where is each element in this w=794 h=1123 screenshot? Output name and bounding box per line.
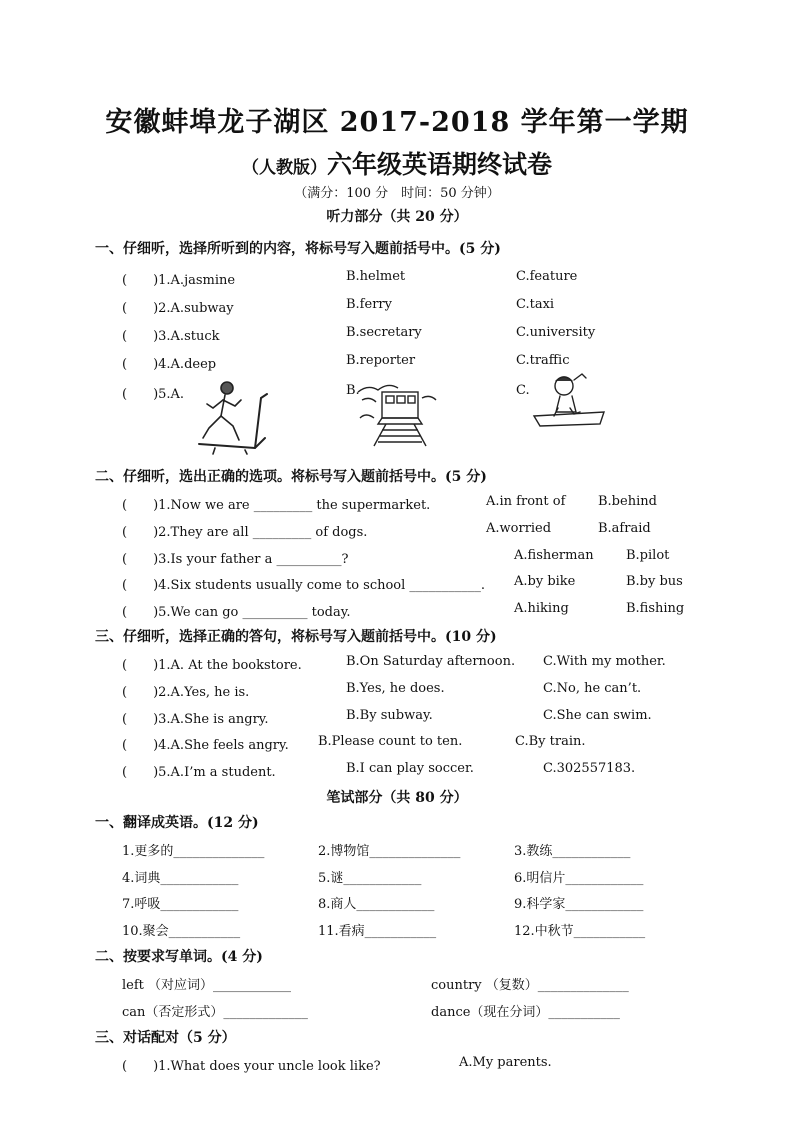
w1-1: 1.更多的______________ bbox=[122, 844, 265, 859]
l1-q2-b: B.ferry bbox=[346, 297, 392, 312]
w2-3: can（否定形式）_____________ bbox=[122, 1005, 308, 1020]
l3-q1-c: C.With my mother. bbox=[543, 654, 666, 669]
writing-part1-title: 一、翻译成英语。(12 分) bbox=[95, 815, 259, 831]
l3-q5-c: C.302557183. bbox=[543, 761, 636, 776]
l2-q5-a: A.hiking bbox=[514, 601, 569, 616]
l2-q3-a: A.fisherman bbox=[514, 548, 594, 563]
l2-q2-a: A.worried bbox=[486, 521, 552, 536]
w2-1: left （对应词）____________ bbox=[122, 978, 292, 993]
l3-q4-b: B.Please count to ten. bbox=[318, 734, 463, 749]
l1-q1-c: C.feature bbox=[516, 269, 578, 284]
l2-q3-b: B.pilot bbox=[626, 548, 670, 563]
l1-q4-c: C.traffic bbox=[516, 353, 570, 368]
l2-q4: ( )4.Six students usually come to school ___________. bbox=[122, 578, 486, 593]
l3-q4-c: C.By train. bbox=[515, 734, 586, 749]
w1-10: 10.聚会___________ bbox=[122, 924, 241, 939]
exam-name: 六年级英语期终试卷 bbox=[326, 150, 552, 179]
w2-2: country （复数）______________ bbox=[431, 978, 629, 993]
listening-part3-title: 三、仔细听，选择正确的答句，将标号写入题前括号中。(10 分) bbox=[95, 629, 497, 645]
w1-12: 12.中秋节___________ bbox=[514, 924, 646, 939]
l3-q1-b: B.On Saturday afternoon. bbox=[346, 654, 516, 669]
w1-7: 7.呼吸____________ bbox=[122, 897, 239, 912]
w1-5: 5.谜____________ bbox=[318, 871, 422, 886]
l2-q2: ( )2.They are all _________ of dogs. bbox=[122, 525, 368, 540]
l3-q5: ( )5.A.I’m a student. bbox=[122, 765, 276, 780]
w2-4: dance（现在分词）___________ bbox=[431, 1005, 620, 1020]
exam-subtitle bbox=[0, 145, 794, 181]
student-writing-image bbox=[530, 372, 608, 430]
l3-q3: ( )3.A.She is angry. bbox=[122, 712, 269, 727]
l3-q1: ( )1.A. At the bookstore. bbox=[122, 658, 302, 673]
w3-q1-a: A.My parents. bbox=[459, 1055, 552, 1070]
w1-8: 8.商人____________ bbox=[318, 897, 435, 912]
l1-q5-b: B. bbox=[346, 383, 360, 398]
w1-6: 6.明信片____________ bbox=[514, 871, 644, 886]
l1-q4: ( )4.A.deep bbox=[122, 357, 217, 372]
w1-2: 2.博物馆______________ bbox=[318, 844, 461, 859]
l2-q1: ( )1.Now we are _________ the supermarket. bbox=[122, 498, 431, 513]
l3-q2: ( )2.A.Yes, he is. bbox=[122, 685, 250, 700]
writing-part2-title: 二、按要求写单词。(4 分) bbox=[95, 949, 263, 965]
listening-part2-title: 二、仔细听，选出正确的选项。将标号写入题前括号中。(5 分) bbox=[95, 469, 487, 485]
l2-q2-b: B.afraid bbox=[598, 521, 651, 536]
w1-4: 4.词典____________ bbox=[122, 871, 239, 886]
l2-q5-b: B.fishing bbox=[626, 601, 685, 616]
edition-label: （人教版） bbox=[241, 158, 327, 178]
writing-heading: 笔试部分（共 80 分） bbox=[326, 790, 468, 806]
l2-q3: ( )3.Is your father a __________? bbox=[122, 552, 349, 567]
l1-q5: ( )5.A. bbox=[122, 387, 185, 402]
l1-q1-b: B.helmet bbox=[346, 269, 406, 284]
l1-q3-b: B.secretary bbox=[346, 325, 422, 340]
exam-title: 安徽蚌埠龙子湖区 2017-2018 学年第一学期 bbox=[105, 107, 689, 138]
l3-q2-b: B.Yes, he does. bbox=[346, 681, 445, 696]
listening-part1-title: 一、仔细听，选择所听到的内容，将标号写入题前括号中。(5 分) bbox=[95, 241, 501, 257]
l2-q4-a: A.by bike bbox=[514, 574, 576, 589]
running-man-image bbox=[195, 378, 275, 456]
l1-q2-c: C.taxi bbox=[516, 297, 555, 312]
w1-9: 9.科学家____________ bbox=[514, 897, 644, 912]
l2-q1-a: A.in front of bbox=[486, 494, 566, 509]
exam-meta: （满分：100 分 时间：50 分钟） bbox=[294, 186, 500, 201]
listening-heading: 听力部分（共 20 分） bbox=[326, 209, 468, 225]
w1-11: 11.看病___________ bbox=[318, 924, 437, 939]
l3-q2-c: C.No, he can’t. bbox=[543, 681, 642, 696]
l1-q3: ( )3.A.stuck bbox=[122, 329, 220, 344]
l1-q1: ( )1.A.jasmine bbox=[122, 273, 236, 288]
train-image bbox=[356, 378, 438, 448]
l1-q2: ( )2.A.subway bbox=[122, 301, 234, 316]
l3-q4: ( )4.A.She feels angry. bbox=[122, 738, 289, 753]
w3-q1: ( )1.What does your uncle look like? bbox=[122, 1059, 381, 1074]
l1-q3-c: C.university bbox=[516, 325, 596, 340]
l2-q4-b: B.by bus bbox=[626, 574, 683, 589]
l1-q5-c: C. bbox=[516, 383, 530, 398]
writing-part3-title: 三、对话配对（5 分） bbox=[95, 1030, 236, 1046]
l1-q4-b: B.reporter bbox=[346, 353, 416, 368]
l3-q3-b: B.By subway. bbox=[346, 708, 433, 723]
l3-q3-c: C.She can swim. bbox=[543, 708, 652, 723]
w1-3: 3.教练____________ bbox=[514, 844, 631, 859]
l2-q5: ( )5.We can go __________ today. bbox=[122, 605, 351, 620]
l2-q1-b: B.behind bbox=[598, 494, 657, 509]
l3-q5-b: B.I can play soccer. bbox=[346, 761, 474, 776]
